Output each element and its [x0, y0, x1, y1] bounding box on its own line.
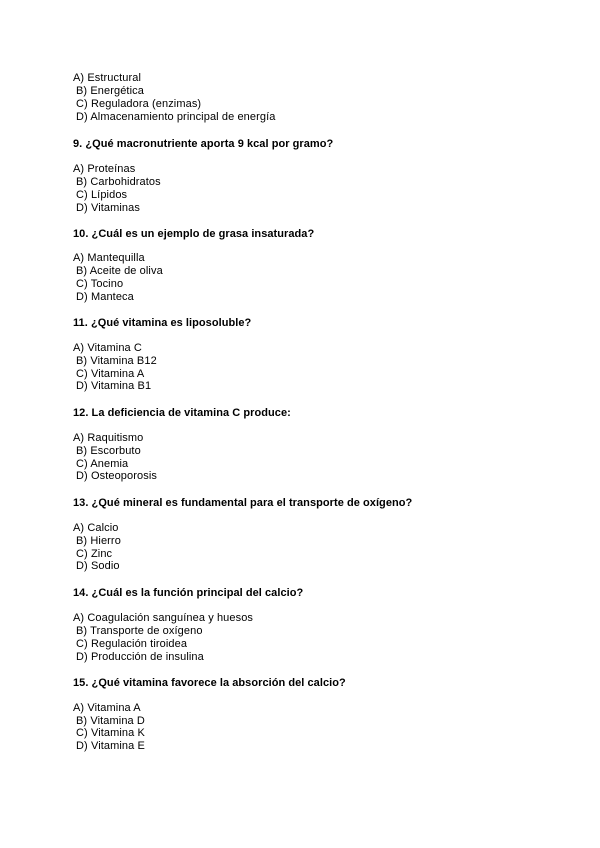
question-12-option-d: D) Osteoporosis	[76, 470, 157, 482]
question-11-option-c: C) Vitamina A	[76, 368, 145, 380]
question-14: 14. ¿Cuál es la función principal del calcio?	[73, 587, 304, 599]
question-13-option-c: C) Zinc	[76, 548, 113, 560]
prev-option-d: D) Almacenamiento principal de energía	[76, 111, 276, 123]
question-11: 11. ¿Qué vitamina es liposoluble?	[73, 317, 252, 329]
question-15-option-a: A) Vitamina A	[73, 702, 141, 714]
prev-option-b: B) Energética	[76, 85, 144, 97]
prev-option-c: C) Reguladora (enzimas)	[76, 98, 202, 110]
question-10-option-a: A) Mantequilla	[73, 252, 145, 264]
question-13: 13. ¿Qué mineral es fundamental para el transporte de oxígeno?	[73, 497, 413, 509]
question-12-option-c: C) Anemia	[76, 458, 129, 470]
question-11-option-b: B) Vitamina B12	[76, 355, 157, 367]
prev-option-a: A) Estructural	[73, 72, 142, 84]
question-13-option-a: A) Calcio	[73, 522, 119, 534]
question-13-option-b: B) Hierro	[76, 535, 121, 547]
question-14-option-a: A) Coagulación sanguínea y huesos	[73, 612, 254, 624]
question-10: 10. ¿Cuál es un ejemplo de grasa insaturada?	[73, 228, 315, 240]
question-9: 9. ¿Qué macronutriente aporta 9 kcal por gramo?	[73, 138, 334, 150]
question-11-option-a: A) Vitamina C	[73, 342, 142, 354]
question-14-option-b: B) Transporte de oxígeno	[76, 625, 203, 637]
question-11-option-d: D) Vitamina B1	[76, 380, 152, 392]
question-15-option-d: D) Vitamina E	[76, 740, 145, 752]
question-13-option-d: D) Sodio	[76, 560, 120, 572]
question-9-option-b: B) Carbohidratos	[76, 176, 161, 188]
question-14-option-d: D) Producción de insulina	[76, 651, 204, 663]
question-9-option-a: A) Proteínas	[73, 163, 136, 175]
question-10-option-c: C) Tocino	[76, 278, 124, 290]
question-12-option-a: A) Raquitismo	[73, 432, 144, 444]
question-15-option-c: C) Vitamina K	[76, 727, 145, 739]
question-10-option-d: D) Manteca	[76, 291, 134, 303]
question-15: 15. ¿Qué vitamina favorece la absorción del calcio?	[73, 677, 346, 689]
question-9-option-c: C) Lípidos	[76, 189, 128, 201]
question-12: 12. La deficiencia de vitamina C produce:	[73, 407, 291, 419]
question-15-option-b: B) Vitamina D	[76, 715, 145, 727]
question-14-option-c: C) Regulación tiroidea	[76, 638, 188, 650]
question-12-option-b: B) Escorbuto	[76, 445, 141, 457]
question-9-option-d: D) Vitaminas	[76, 202, 140, 214]
question-10-option-b: B) Aceite de oliva	[76, 265, 163, 277]
